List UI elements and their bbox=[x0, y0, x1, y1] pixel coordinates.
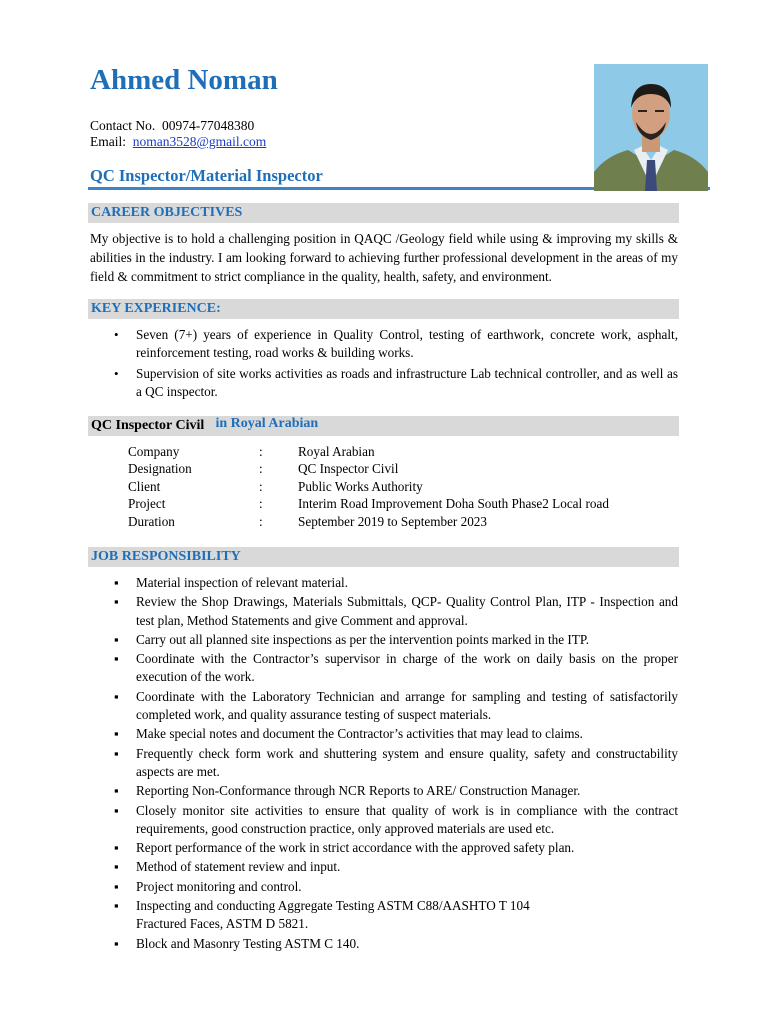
square-bullet-icon: ▪ bbox=[114, 878, 119, 894]
list-item: ▪ Coordinate with the Laboratory Technician and arrange for sampling and testing of satisfactorily completed work, and quality assurance testing of suspect materials. bbox=[114, 688, 678, 723]
square-bullet-icon: ▪ bbox=[114, 745, 119, 761]
contact-line bbox=[90, 118, 266, 134]
square-bullet-icon: ▪ bbox=[114, 688, 119, 704]
list-item: ▪ Report performance of the work in strict accordance with the approved safety plan. bbox=[90, 839, 678, 857]
profile-photo bbox=[594, 64, 708, 191]
bullet-icon: • bbox=[114, 327, 119, 342]
list-item: ▪ Project monitoring and control. bbox=[90, 878, 678, 896]
square-bullet-icon: ▪ bbox=[114, 802, 119, 818]
square-bullet-icon: ▪ bbox=[114, 575, 119, 590]
square-bullet-icon: ▪ bbox=[114, 935, 119, 951]
contact-block bbox=[90, 118, 266, 150]
square-bullet-icon: ▪ bbox=[114, 859, 119, 875]
list-item: ▪ Material inspection of relevant material. bbox=[90, 574, 678, 592]
list-item: ▪ Coordinate with the Contractor’s supervisor in charge of the work on daily basis on the proper execution of the work. bbox=[114, 651, 678, 685]
list-item: • Seven (7+) years of experience in Quality Control, testing of earthwork, concrete work, asphalt, reinforcement testing, road works & building works. bbox=[114, 327, 678, 360]
job-responsibility-list bbox=[90, 574, 678, 954]
candidate-name: Ahmed Noman bbox=[90, 64, 278, 96]
career-objectives-heading: CAREER OBJECTIVES bbox=[88, 203, 679, 223]
list-item: ▪ Frequently check form work and shuttering system and ensure quality, safety and constructability aspects are met. bbox=[114, 745, 678, 779]
key-experience-heading: KEY EXPERIENCE: bbox=[88, 299, 679, 319]
list-item: • Supervision of site works activities as roads and infrastructure Lab technical controller, and as well as a QC inspector. bbox=[114, 366, 678, 399]
job-title-heading bbox=[88, 416, 679, 436]
contact-label: Contact No. bbox=[90, 118, 156, 133]
list-item: ▪ Closely monitor site activities to ensure that quality of work is in compliance with the contract requirements, good construction practice, only approved materials are used etc. bbox=[114, 802, 678, 836]
bullet-icon: • bbox=[114, 366, 119, 381]
list-item: ▪ Reporting Non-Conformance through NCR Reports to ARE/ Construction Manager. bbox=[90, 782, 678, 800]
email-link[interactable]: noman3528@gmail.com bbox=[132, 134, 267, 149]
square-bullet-icon: ▪ bbox=[114, 631, 119, 647]
job-role-title: QC Inspector/Material Inspector bbox=[90, 166, 323, 185]
square-bullet-icon: ▪ bbox=[114, 651, 119, 667]
square-bullet-icon: ▪ bbox=[114, 726, 119, 742]
list-item: ▪ Block and Masonry Testing ASTM C 140. bbox=[90, 935, 678, 953]
job-responsibility-heading: JOB RESPONSIBILITY bbox=[88, 547, 679, 567]
email-label: Email: bbox=[90, 134, 126, 149]
list-item: ▪ Carry out all planned site inspections as per the intervention points marked in the ITP. bbox=[90, 631, 678, 649]
list-item: ▪ Method of statement review and input. bbox=[90, 858, 678, 876]
list-item: ▪ Make special notes and document the Contractor’s activities that may lead to claims. bbox=[90, 725, 678, 743]
list-item: ▪ Review the Shop Drawings, Materials Submittals, QCP- Quality Control Plan, ITP - Inspection and test plan, Method Statements and give Comment and approval. bbox=[114, 594, 678, 628]
job-title-prefix: QC Inspector Civil bbox=[91, 418, 205, 433]
square-bullet-icon: ▪ bbox=[114, 898, 119, 914]
portrait-image bbox=[594, 64, 708, 191]
square-bullet-icon: ▪ bbox=[114, 783, 119, 799]
square-bullet-icon: ▪ bbox=[114, 840, 119, 856]
email-line bbox=[90, 134, 266, 150]
career-objectives-text: My objective is to hold a challenging position in QAQC /Geology field while using & improving my skills & abilities in the industry. I am looking forward to achieving further professional development in the areas of my field & commitment to strict compliance in the quality, health, safety, and environment. bbox=[90, 231, 678, 284]
job-title-suffix: in Royal Arabian bbox=[212, 416, 319, 431]
contact-number: 00974-77048380 bbox=[162, 118, 255, 133]
key-experience-list bbox=[90, 326, 678, 404]
square-bullet-icon: ▪ bbox=[114, 594, 119, 610]
list-item: ▪ Inspecting and conducting Aggregate Testing ASTM C88/AASHTO T 104 Fractured Faces, ASTM D 5821. bbox=[114, 898, 530, 932]
